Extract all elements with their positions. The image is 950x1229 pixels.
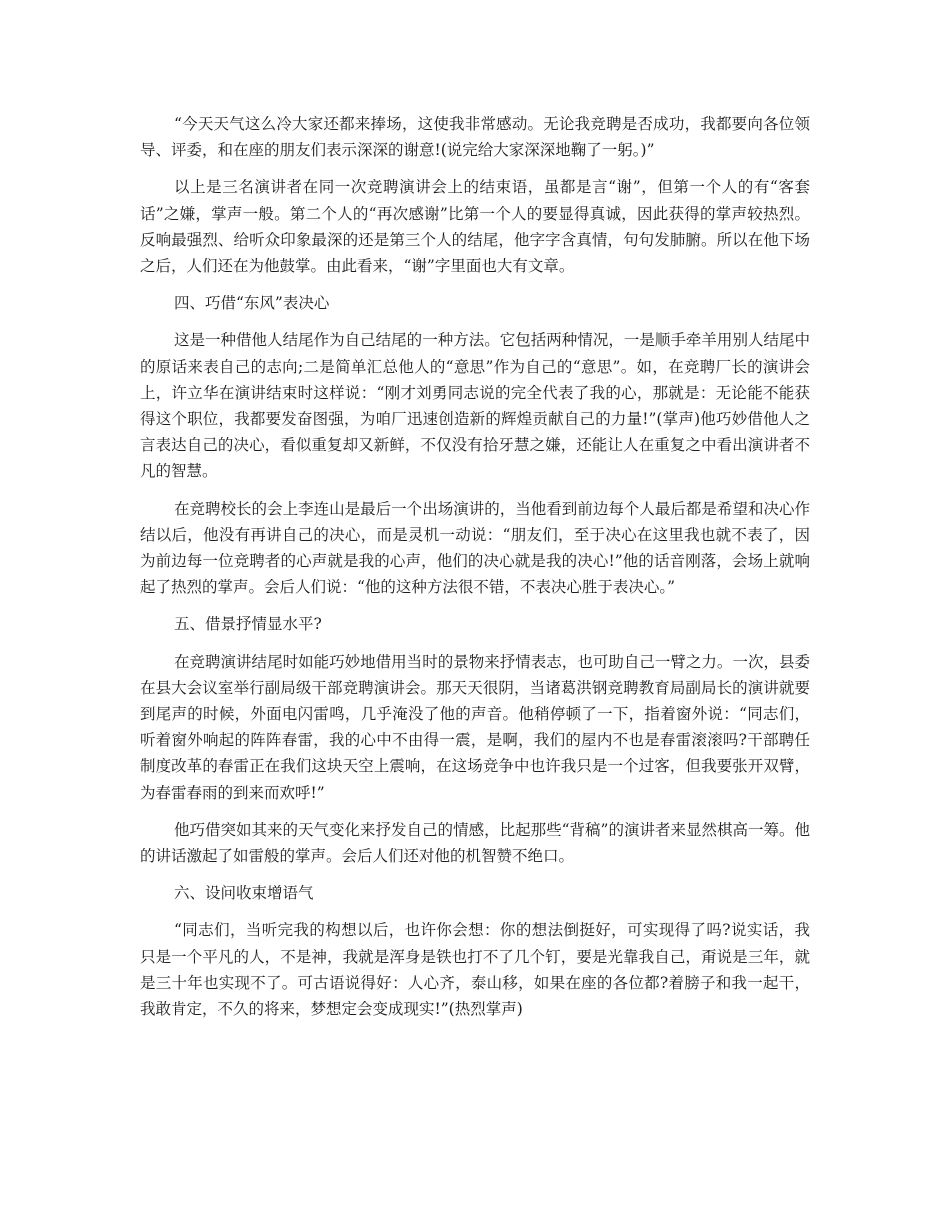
section-heading-six: 六、设问收束增语气: [174, 884, 314, 903]
paragraph-rhetorical-example: “同志们，当听完我的构想以后，也许你会想：你的想法倒挺好，可实现得了吗?说实话，我只是一个平凡的人，不是神，我就是浑身是铁也打不了几个钉，要是光靠我自己，甭说是三年，就是三十年也实现不了。可古语说得好：人心齐，泰山移，如果在座的各位都?着膀子和我一起干，我敢肯定，不久的将来，梦想定会变成现实!”(热烈掌声): [140, 921, 810, 1019]
paragraph-scenery-example: 在竞聘演讲结尾时如能巧妙地借用当时的景物来抒情表志，也可助自己一臂之力。一次，县委在县大会议室举行副局级干部竞聘演讲会。那天天很阴，当诸葛洪钢竞聘教育局副局长的演讲就要到尾声的时候，外面电闪雷鸣，几乎淹没了他的声音。他稍停顿了一下，指着窗外说：“同志们，听着窗外响起的阵阵春雷，我的心中不由得一震，是啊，我们的屋内不也是春雷滚滚吗?干部聘任制度改革的春雷正在我们这块天空上震响，在这场竞争中也许我只是一个过客，但我要张开双臂，为春雷春雨的到来而欢呼!”: [140, 652, 810, 802]
paragraph-scenery-comment: 他巧借突如其来的天气变化来抒发自己的情感，比起那些“背稿”的演讲者来显然棋高一筹。他的讲话激起了如雷般的掌声。会后人们还对他的机智赞不绝口。: [140, 820, 810, 866]
paragraph-closing-quote: “今天天气这么冷大家还都来捧场，这使我非常感动。无论我竞聘是否成功，我都要向各位领导、评委，和在座的朋友们表示深深的谢意!(说完给大家深深地鞠了一躬。)”: [140, 115, 810, 160]
section-heading-five: 五、借景抒情显水平?: [174, 615, 322, 634]
document-body: [140, 111, 810, 1033]
paragraph-principal-example: 在竞聘校长的会上李连山是最后一个出场演讲的，当他看到前边每个人最后都是希望和决心作结以后，他没有再讲自己的决心，而是灵机一动说：“朋友们，至于决心在这里我也就不表了，因为前边每一位竞聘者的心声就是我的心声，他们的决心就是我的决心!”他的话音刚落，会场上就响起了热烈的掌声。会后人们说：“他的这种方法很不错，不表决心胜于表决心。”: [140, 499, 810, 597]
paragraph-borrow-method: 这是一种借他人结尾作为自己结尾的一种方法。它包括两种情况，一是顺手牵羊用别人结尾中的原话来表自己的志向;二是简单汇总他人的“意思”作为自己的“意思”。如，在竞聘厂长的演讲会上，许立华在演讲结束时这样说：“刚才刘勇同志说的完全代表了我的心，那就是：无论能不能获得这个职位，我都要发奋图强，为咱厂迅速创造新的辉煌贡献自己的力量!”(掌声)他巧妙借他人之言表达自己的决心，看似重复却又新鲜，不仅没有拾牙慧之嫌，还能让人在重复之中看出演讲者不凡的智慧。: [140, 331, 810, 481]
section-heading-four: 四、巧借“东风”表决心: [174, 294, 330, 313]
paragraph-thanks-analysis: 以上是三名演讲者在同一次竞聘演讲会上的结束语，虽都是言“谢”，但第一个人的有“客套话”之嫌，掌声一般。第二个人的“再次感谢”比第一个人的要显得真诚，因此获得的掌声较热烈。反响最强烈、给听众印象最深的还是第三个人的结尾，他字字含真情，句句发肺腑。所以在他下场之后，人们还在为他鼓掌。由此看来，“谢”字里面也大有文章。: [140, 178, 810, 276]
